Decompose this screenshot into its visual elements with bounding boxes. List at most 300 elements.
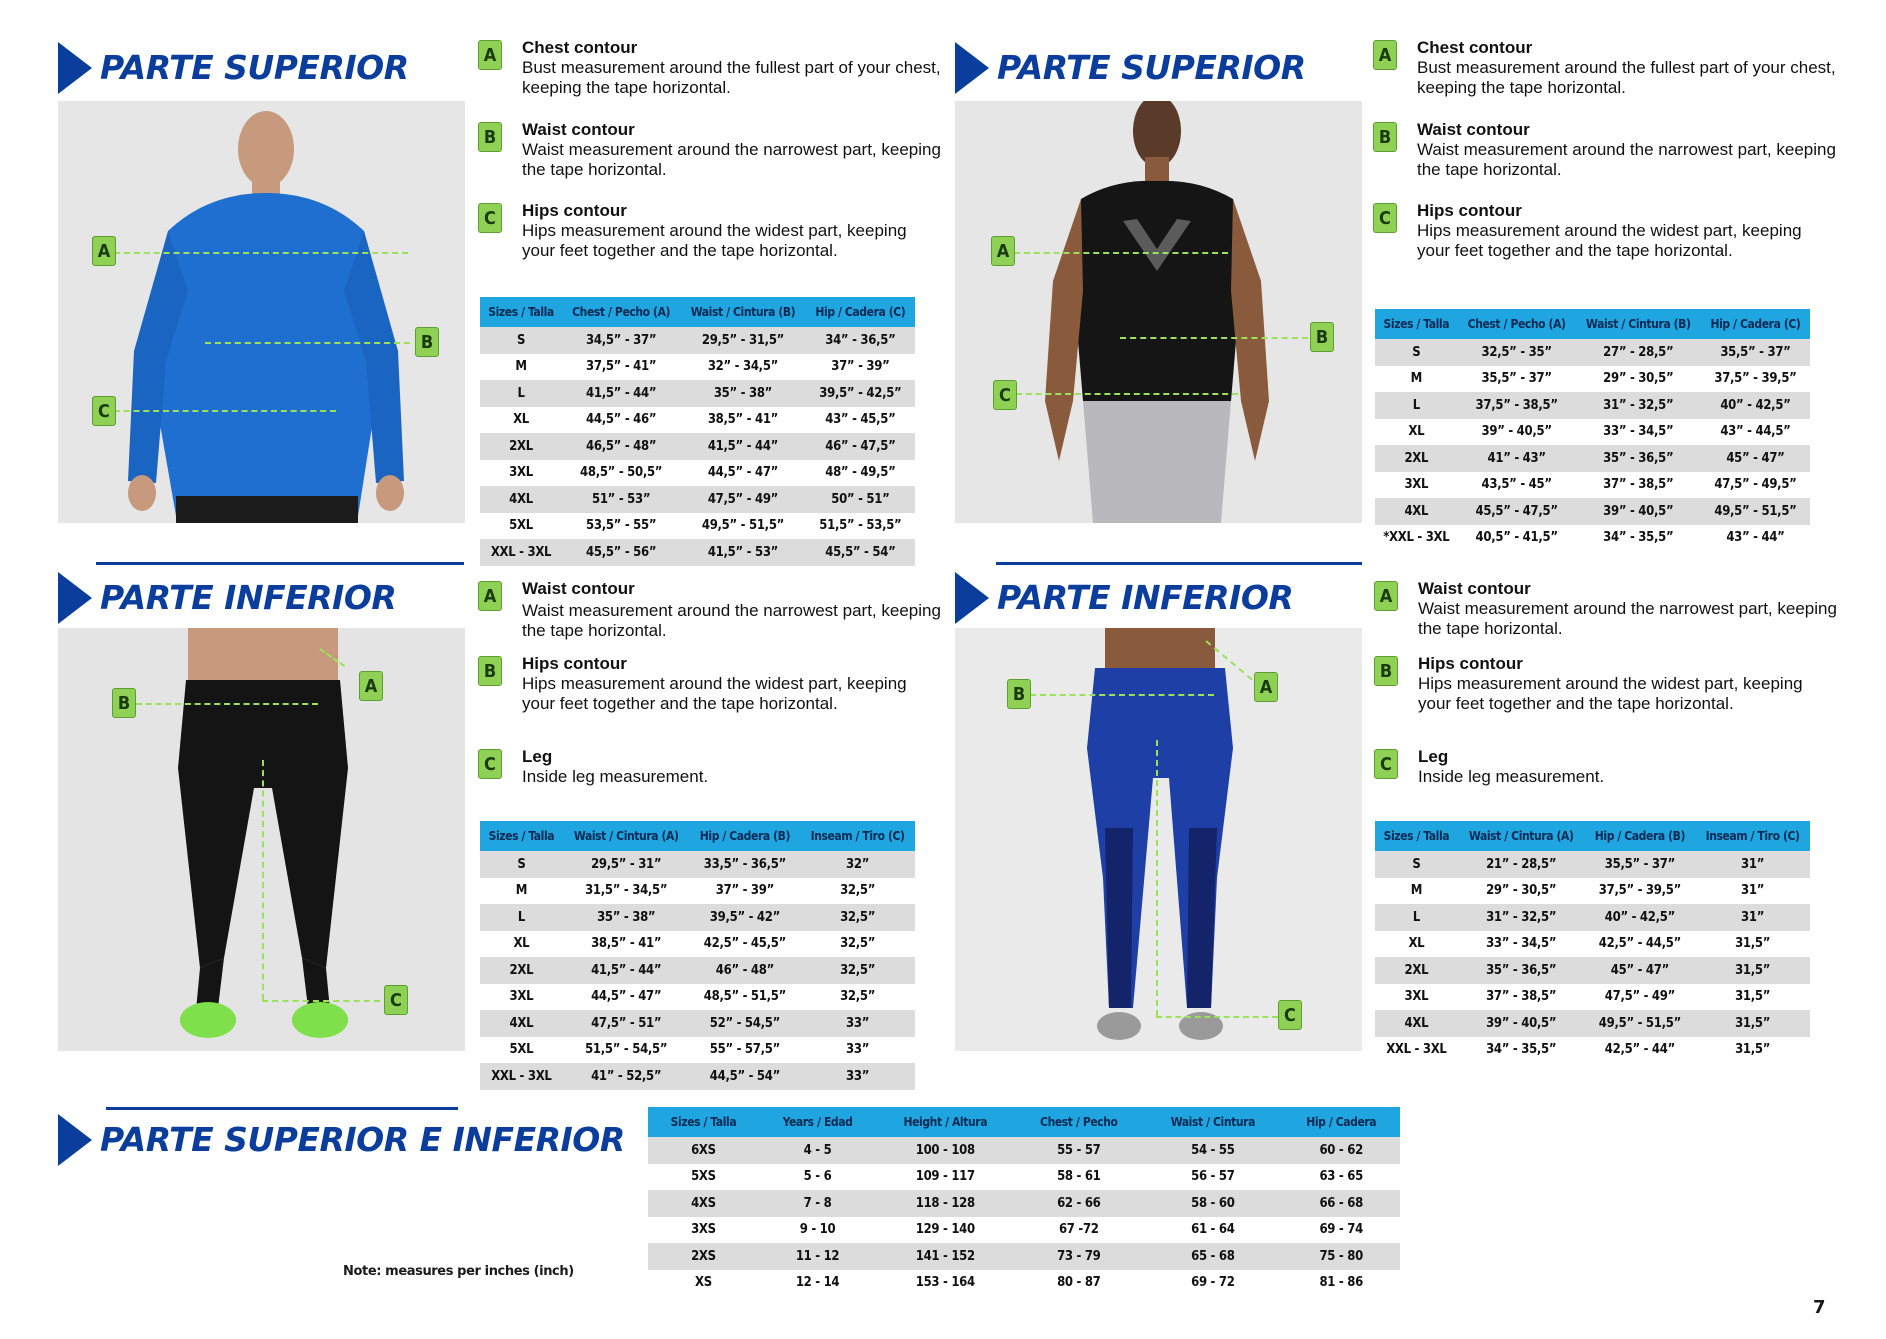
measure-cell: 39” - 40,5” — [1458, 1010, 1585, 1037]
column-header: Hip / Cadera (B) — [690, 821, 801, 851]
measure-cell: 153 - 164 — [876, 1270, 1014, 1297]
measure-cell: 31” — [1695, 878, 1810, 905]
model-illustration — [955, 101, 1362, 523]
measure-cell: 35” - 38” — [563, 904, 690, 931]
table-row — [1375, 851, 1810, 878]
measure-cell: 58 - 61 — [1014, 1164, 1143, 1191]
measure-cell: 27” - 28,5” — [1576, 339, 1701, 366]
size-cell: XL — [480, 407, 562, 434]
measure-cell: 42,5” - 44,5” — [1585, 931, 1696, 958]
size-cell: 6XS — [648, 1137, 759, 1164]
table-row — [480, 1037, 915, 1064]
note-text: Note: measures per inches (inch) — [343, 1264, 574, 1279]
section-header-men-upper — [58, 42, 458, 94]
marker-c: C — [92, 396, 116, 426]
measure-cell: 32,5” — [800, 904, 915, 931]
measure-cell: 33” — [800, 1063, 915, 1090]
measure-cell: 43” - 44” — [1701, 525, 1810, 552]
measure-cell: 129 - 140 — [876, 1217, 1014, 1244]
measure-cell: 44,5” - 54” — [690, 1063, 801, 1090]
measure-cell: 37” - 38,5” — [1458, 984, 1585, 1011]
measure-cell: 32,5” — [800, 878, 915, 905]
measure-cell: 4 - 5 — [759, 1137, 876, 1164]
measure-cell: 100 - 108 — [876, 1137, 1014, 1164]
measure-cell: 43” - 45,5” — [806, 407, 915, 434]
guide-line-a — [104, 252, 408, 254]
marker-c: C — [384, 985, 408, 1015]
desc-title: Leg — [522, 747, 553, 766]
desc-title: Waist contour — [1417, 120, 1530, 139]
guide-line-c — [1156, 740, 1158, 1016]
size-cell: 2XS — [648, 1243, 759, 1270]
size-cell: XL — [1375, 931, 1458, 958]
size-cell: 2XL — [480, 433, 562, 460]
size-cell: L — [480, 380, 562, 407]
size-cell: XL — [1375, 419, 1458, 446]
desc-title: Chest contour — [1417, 38, 1533, 57]
measure-cell: 35” - 38” — [680, 380, 806, 407]
measure-cell: 39” - 40,5” — [1576, 498, 1701, 525]
column-header: Sizes / Talla — [1375, 309, 1458, 339]
table-header-row — [480, 297, 915, 327]
photo-men-upper — [58, 101, 465, 523]
table-row — [480, 354, 915, 381]
table-header-row — [648, 1107, 1400, 1137]
marker-c: C — [1373, 203, 1397, 233]
size-cell: L — [1375, 392, 1458, 419]
measure-cell: 42,5” - 45,5” — [690, 931, 801, 958]
measure-cell: 37,5” - 39,5” — [1701, 366, 1810, 393]
column-header: Chest / Pecho (A) — [562, 297, 680, 327]
table-row — [1375, 445, 1810, 472]
guide-line-b — [205, 342, 410, 344]
desc-text: Inside leg measurement. — [522, 767, 709, 786]
table-row — [648, 1137, 1400, 1164]
measure-cell: 69 - 72 — [1143, 1270, 1282, 1297]
desc-text: Waist measurement around the narrowest part, keeping the tape horizontal. — [1417, 140, 1836, 179]
guide-line-c — [1016, 393, 1238, 395]
column-header: Waist / Cintura (B) — [1576, 309, 1701, 339]
measure-cell: 61 - 64 — [1143, 1217, 1282, 1244]
measure-cell: 67 -72 — [1014, 1217, 1143, 1244]
measure-cell: 40” - 42,5” — [1585, 904, 1696, 931]
table-row — [1375, 878, 1810, 905]
table-row — [648, 1217, 1400, 1244]
guide-line-c — [262, 760, 264, 1000]
measure-cell: 41,5” - 44” — [680, 433, 806, 460]
measure-cell: 35” - 36,5” — [1576, 445, 1701, 472]
size-cell: L — [480, 904, 563, 931]
chevron-right-icon — [58, 1114, 92, 1166]
chevron-right-icon — [955, 42, 989, 94]
size-cell: S — [480, 327, 562, 354]
table-row — [1375, 366, 1810, 393]
measure-cell: 141 - 152 — [876, 1243, 1014, 1270]
measure-cell: 31,5” - 34,5” — [563, 878, 690, 905]
measure-cell: 47,5” - 49,5” — [1701, 472, 1810, 499]
section-divider — [996, 562, 1362, 565]
column-header: Sizes / Talla — [480, 297, 562, 327]
marker-b: B — [1373, 122, 1397, 152]
desc-title: Hips contour — [522, 201, 627, 220]
measure-cell: 45,5” - 54” — [806, 539, 915, 566]
size-cell: 2XL — [1375, 957, 1458, 984]
column-header: Waist / Cintura (A) — [1458, 821, 1585, 851]
measure-cell: 31” — [1695, 904, 1810, 931]
guide-line-b — [1030, 694, 1214, 696]
measure-cell: 43” - 44,5” — [1701, 419, 1810, 446]
measure-cell: 37” - 39” — [690, 878, 801, 905]
table-row — [1375, 498, 1810, 525]
measure-cell: 33” — [800, 1010, 915, 1037]
size-table-women-lower — [1375, 821, 1810, 1063]
measure-cell: 56 - 57 — [1143, 1164, 1282, 1191]
table-row — [480, 984, 915, 1011]
measure-cell: 58 - 60 — [1143, 1190, 1282, 1217]
size-cell: XL — [480, 931, 563, 958]
size-cell: XXL - 3XL — [480, 1063, 563, 1090]
marker-c: C — [478, 203, 502, 233]
table-header-row — [1375, 309, 1810, 339]
measure-cell: 47,5” - 49” — [680, 486, 806, 513]
desc-text: Waist measurement around the narrowest part, keeping the tape horizontal. — [522, 140, 941, 179]
measure-cell: 11 - 12 — [759, 1243, 876, 1270]
measure-cell: 34,5” - 37” — [562, 327, 680, 354]
size-cell: 4XL — [1375, 1010, 1458, 1037]
marker-b: B — [478, 122, 502, 152]
desc-text: Waist measurement around the narrowest part, keeping the tape horizontal. — [522, 601, 941, 640]
table-row — [480, 539, 915, 566]
column-header: Hip / Cadera (B) — [1585, 821, 1696, 851]
desc-title: Waist contour — [1418, 579, 1531, 598]
size-table-kids — [648, 1107, 1400, 1296]
measure-cell: 44,5” - 47” — [680, 460, 806, 487]
measure-cell: 31” - 32,5” — [1576, 392, 1701, 419]
size-cell: 4XL — [480, 486, 562, 513]
measure-cell: 47,5” - 51” — [563, 1010, 690, 1037]
column-header: Hip / Cadera (C) — [806, 297, 915, 327]
measure-cell: 45,5” - 47,5” — [1458, 498, 1576, 525]
table-row — [1375, 904, 1810, 931]
measure-cell: 69 - 74 — [1282, 1217, 1400, 1244]
measure-cell: 49,5” - 51,5” — [1585, 1010, 1696, 1037]
table-row — [1375, 931, 1810, 958]
size-cell: 5XL — [480, 1037, 563, 1064]
marker-b: B — [1374, 656, 1398, 686]
size-cell: XXL - 3XL — [480, 539, 562, 566]
table-row — [648, 1164, 1400, 1191]
size-cell: 3XL — [480, 460, 562, 487]
table-row — [648, 1190, 1400, 1217]
marker-a: A — [478, 40, 502, 70]
measure-cell: 45” - 47” — [1701, 445, 1810, 472]
column-header: Hip / Cadera — [1282, 1107, 1400, 1137]
desc-text: Bust measurement around the fullest part of your chest, keeping the tape horizontal. — [522, 58, 941, 97]
measure-cell: 66 - 68 — [1282, 1190, 1400, 1217]
column-header: Inseam / Tiro (C) — [1695, 821, 1810, 851]
measure-cell: 37,5” - 38,5” — [1458, 392, 1576, 419]
measure-cell: 5 - 6 — [759, 1164, 876, 1191]
measure-cell: 45” - 47” — [1585, 957, 1696, 984]
desc-text: Hips measurement around the widest part, keeping your feet together and the tape horizontal. — [522, 221, 907, 260]
table-row — [648, 1270, 1400, 1297]
size-cell: L — [1375, 904, 1458, 931]
measure-cell: 29” - 30,5” — [1576, 366, 1701, 393]
section-header-women-lower — [955, 572, 1355, 624]
section-title: PARTE SUPERIOR E INFERIOR — [100, 1120, 625, 1159]
measure-cell: 41” - 43” — [1458, 445, 1576, 472]
table-row — [480, 851, 915, 878]
measure-cell: 55” - 57,5” — [690, 1037, 801, 1064]
column-header: Sizes / Talla — [648, 1107, 759, 1137]
marker-a: A — [359, 671, 383, 701]
size-cell: M — [1375, 366, 1458, 393]
page-number: 7 — [1813, 1297, 1826, 1318]
measure-cell: 44,5” - 47” — [563, 984, 690, 1011]
desc-text: Hips measurement around the widest part, keeping your feet together and the tape horizontal. — [522, 674, 907, 713]
measure-cell: 39,5” - 42,5” — [806, 380, 915, 407]
marker-b: B — [112, 688, 136, 718]
size-table-women-upper — [1375, 309, 1810, 551]
size-cell: S — [480, 851, 563, 878]
guide-line-b — [136, 703, 318, 705]
measure-cell: 39,5” - 42” — [690, 904, 801, 931]
measure-cell: 33” — [800, 1037, 915, 1064]
table-row — [1375, 525, 1810, 552]
measure-cell: 7 - 8 — [759, 1190, 876, 1217]
marker-c: C — [993, 380, 1017, 410]
size-cell: XS — [648, 1270, 759, 1297]
guide-line-c — [262, 1000, 380, 1002]
size-cell: 5XS — [648, 1164, 759, 1191]
measure-cell: 81 - 86 — [1282, 1270, 1400, 1297]
model-illustration — [58, 101, 465, 523]
size-cell: M — [480, 878, 563, 905]
table-row — [480, 878, 915, 905]
measure-cell: 41” - 52,5” — [563, 1063, 690, 1090]
measure-cell: 37” - 39” — [806, 354, 915, 381]
size-cell: 2XL — [480, 957, 563, 984]
measure-cell: 29,5” - 31,5” — [680, 327, 806, 354]
measure-cell: 55 - 57 — [1014, 1137, 1143, 1164]
measure-cell: 46” - 48” — [690, 957, 801, 984]
measure-cell: 34” - 35,5” — [1576, 525, 1701, 552]
column-header: Years / Edad — [759, 1107, 876, 1137]
marker-c: C — [1374, 749, 1398, 779]
chevron-right-icon — [58, 572, 92, 624]
measure-cell: 50” - 51” — [806, 486, 915, 513]
section-header-women-upper — [955, 42, 1355, 94]
measure-cell: 43,5” - 45” — [1458, 472, 1576, 499]
measure-cell: 32,5” — [800, 984, 915, 1011]
measure-cell: 73 - 79 — [1014, 1243, 1143, 1270]
measure-cell: 48” - 49,5” — [806, 460, 915, 487]
measure-cell: 31,5” — [1695, 1037, 1810, 1064]
table-row — [480, 407, 915, 434]
desc-title: Hips contour — [522, 654, 627, 673]
marker-b: B — [478, 656, 502, 686]
marker-b: B — [1007, 679, 1031, 709]
section-divider — [96, 562, 464, 565]
desc-title: Leg — [1418, 747, 1449, 766]
measure-cell: 49,5” - 51,5” — [1701, 498, 1810, 525]
marker-a: A — [478, 581, 502, 611]
desc-text: Inside leg measurement. — [1418, 767, 1605, 786]
table-header-row — [480, 821, 915, 851]
size-cell: S — [1375, 339, 1458, 366]
table-row — [480, 931, 915, 958]
measure-cell: 60 - 62 — [1282, 1137, 1400, 1164]
section-title: PARTE SUPERIOR — [997, 48, 1306, 87]
table-row — [480, 904, 915, 931]
measure-cell: 38,5” - 41” — [680, 407, 806, 434]
chevron-right-icon — [58, 42, 92, 94]
column-header: Inseam / Tiro (C) — [800, 821, 915, 851]
size-cell: 4XL — [480, 1010, 563, 1037]
guide-line-c — [1156, 1016, 1278, 1018]
column-header: Height / Altura — [876, 1107, 1014, 1137]
measure-cell: 48,5” - 51,5” — [690, 984, 801, 1011]
measure-cell: 41,5” - 44” — [563, 957, 690, 984]
measure-cell: 80 - 87 — [1014, 1270, 1143, 1297]
table-row — [480, 1010, 915, 1037]
table-row — [1375, 339, 1810, 366]
desc-text: Bust measurement around the fullest part of your chest, keeping the tape horizontal. — [1417, 58, 1836, 97]
size-cell: 4XS — [648, 1190, 759, 1217]
measure-cell: 48,5” - 50,5” — [562, 460, 680, 487]
measure-cell: 32,5” — [800, 957, 915, 984]
measure-cell: 109 - 117 — [876, 1164, 1014, 1191]
column-header: Chest / Pecho — [1014, 1107, 1143, 1137]
table-row — [480, 1063, 915, 1090]
guide-line-c — [104, 410, 336, 412]
measure-cell: 32,5” — [800, 931, 915, 958]
measure-cell: 44,5” - 46” — [562, 407, 680, 434]
size-cell: *XXL - 3XL — [1375, 525, 1458, 552]
measure-cell: 31” — [1695, 851, 1810, 878]
measure-cell: 40,5” - 41,5” — [1458, 525, 1576, 552]
measure-cell: 51,5” - 53,5” — [806, 513, 915, 540]
column-header: Waist / Cintura (B) — [680, 297, 806, 327]
measure-cell: 31,5” — [1695, 1010, 1810, 1037]
measure-cell: 35,5” - 37” — [1701, 339, 1810, 366]
table-row — [1375, 957, 1810, 984]
table-row — [1375, 1037, 1810, 1064]
table-row — [480, 380, 915, 407]
section-title: PARTE INFERIOR — [100, 578, 397, 617]
measure-cell: 45,5” - 56” — [562, 539, 680, 566]
measure-cell: 29,5” - 31” — [563, 851, 690, 878]
measure-cell: 62 - 66 — [1014, 1190, 1143, 1217]
measure-cell: 51,5” - 54,5” — [563, 1037, 690, 1064]
table-row — [480, 957, 915, 984]
desc-title: Hips contour — [1418, 654, 1523, 673]
measure-cell: 12 - 14 — [759, 1270, 876, 1297]
measure-cell: 33” - 34,5” — [1576, 419, 1701, 446]
measure-cell: 35” - 36,5” — [1458, 957, 1585, 984]
column-header: Sizes / Talla — [480, 821, 563, 851]
desc-title: Hips contour — [1417, 201, 1522, 220]
measure-cell: 52” - 54,5” — [690, 1010, 801, 1037]
measure-cell: 35,5” - 37” — [1585, 851, 1696, 878]
measure-cell: 38,5” - 41” — [563, 931, 690, 958]
marker-b: B — [1310, 322, 1334, 352]
size-cell: 3XL — [1375, 472, 1458, 499]
measure-cell: 31” - 32,5” — [1458, 904, 1585, 931]
measure-cell: 46,5” - 48” — [562, 433, 680, 460]
section-header-men-lower — [58, 572, 458, 624]
measure-cell: 31,5” — [1695, 957, 1810, 984]
desc-text: Hips measurement around the widest part, keeping your feet together and the tape horizontal. — [1418, 674, 1803, 713]
column-header: Waist / Cintura — [1143, 1107, 1282, 1137]
measure-cell: 32” - 34,5” — [680, 354, 806, 381]
measure-cell: 46” - 47,5” — [806, 433, 915, 460]
measure-cell: 41,5” - 44” — [562, 380, 680, 407]
table-header-row — [1375, 821, 1810, 851]
measure-cell: 47,5” - 49” — [1585, 984, 1696, 1011]
measure-cell: 53,5” - 55” — [562, 513, 680, 540]
desc-text: Hips measurement around the widest part, keeping your feet together and the tape horizontal. — [1417, 221, 1802, 260]
section-divider — [106, 1107, 458, 1110]
size-cell: XXL - 3XL — [1375, 1037, 1458, 1064]
desc-title: Waist contour — [522, 120, 635, 139]
desc-title: Chest contour — [522, 38, 638, 57]
measure-cell: 54 - 55 — [1143, 1137, 1282, 1164]
desc-title: Waist contour — [522, 579, 635, 598]
marker-a: A — [991, 236, 1015, 266]
guide-line-a — [1014, 252, 1228, 254]
size-cell: 3XL — [480, 984, 563, 1011]
column-header: Sizes / Talla — [1375, 821, 1458, 851]
chevron-right-icon — [955, 572, 989, 624]
size-cell: M — [480, 354, 562, 381]
table-row — [480, 327, 915, 354]
measure-cell: 39” - 40,5” — [1458, 419, 1576, 446]
measure-cell: 51” - 53” — [562, 486, 680, 513]
desc-text: Waist measurement around the narrowest part, keeping the tape horizontal. — [1418, 599, 1837, 638]
measure-cell: 21” - 28,5” — [1458, 851, 1585, 878]
table-row — [1375, 392, 1810, 419]
table-row — [1375, 472, 1810, 499]
measure-cell: 37” - 38,5” — [1576, 472, 1701, 499]
column-header: Chest / Pecho (A) — [1458, 309, 1576, 339]
marker-a: A — [1374, 581, 1398, 611]
measure-cell: 37,5” - 41” — [562, 354, 680, 381]
size-cell: 5XL — [480, 513, 562, 540]
size-cell: 3XS — [648, 1217, 759, 1244]
measure-cell: 34” - 35,5” — [1458, 1037, 1585, 1064]
measure-cell: 42,5” - 44” — [1585, 1037, 1696, 1064]
measure-cell: 9 - 10 — [759, 1217, 876, 1244]
size-cell: 3XL — [1375, 984, 1458, 1011]
table-row — [1375, 984, 1810, 1011]
measure-cell: 31,5” — [1695, 984, 1810, 1011]
measure-cell: 35,5” - 37” — [1458, 366, 1576, 393]
size-cell: 2XL — [1375, 445, 1458, 472]
column-header: Hip / Cadera (C) — [1701, 309, 1810, 339]
marker-a: A — [1373, 40, 1397, 70]
photo-women-upper — [955, 101, 1362, 523]
table-row — [1375, 419, 1810, 446]
measure-cell: 32,5” - 35” — [1458, 339, 1576, 366]
marker-a: A — [92, 236, 116, 266]
measure-cell: 40” - 42,5” — [1701, 392, 1810, 419]
section-header-kids — [58, 1114, 625, 1166]
size-cell: 4XL — [1375, 498, 1458, 525]
measure-cell: 34” - 36,5” — [806, 327, 915, 354]
size-table-men-lower — [480, 821, 915, 1090]
measure-cell: 32” — [800, 851, 915, 878]
